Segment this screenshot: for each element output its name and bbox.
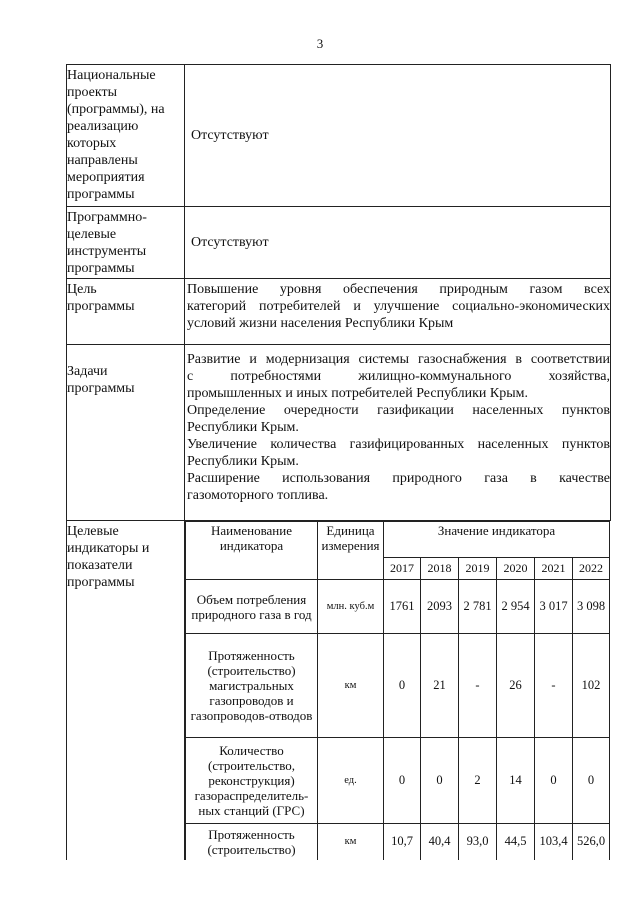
indicator-value: 2 781	[459, 580, 497, 634]
header-value: Значение индикатора	[384, 522, 610, 558]
task-line: Увеличение количества газифицированных населенных пунктов	[187, 437, 610, 452]
label-line: индикаторы и	[67, 541, 150, 556]
row-goal	[67, 279, 611, 345]
goal-line: Повышение уровня обеспечения природным газом всех	[187, 282, 610, 297]
label-goal	[67, 279, 185, 345]
indicators-table	[185, 521, 610, 860]
indicator-unit: км	[318, 824, 384, 860]
indicator-value: 103,4	[535, 824, 573, 860]
indicator-value: 0	[384, 738, 421, 824]
indicator-value: 0	[421, 738, 459, 824]
row-tasks	[67, 345, 611, 521]
label-tasks	[67, 345, 185, 521]
indicator-value: 40,4	[421, 824, 459, 860]
label-line: целевые	[67, 227, 117, 242]
indicator-value: 10,7	[384, 824, 421, 860]
indicator-row	[186, 634, 610, 738]
value-program-tools: Отсутствуют	[185, 207, 611, 279]
indicator-row	[186, 580, 610, 634]
row-program-tools	[67, 207, 611, 279]
label-line: реализацию	[67, 119, 139, 134]
value-national-projects: Отсутствуют	[185, 65, 611, 207]
label-national-projects	[67, 65, 185, 207]
label-line: Цель	[67, 282, 97, 297]
indicator-name: Протяженность (строительство)	[186, 824, 318, 860]
label-line: проекты	[67, 85, 118, 100]
label-line: программы	[67, 575, 135, 590]
label-line: которых	[67, 136, 117, 151]
task-line: с потребностями жилищно-коммунального хозяйства,	[187, 369, 610, 384]
goal-line: категорий потребителей и улучшение социально-экономических	[187, 299, 610, 314]
indicator-name: Объем потребления природного газа в год	[186, 580, 318, 634]
indicator-value: 102	[573, 634, 610, 738]
header-unit: Единица измерения	[318, 522, 384, 580]
indicator-value: 2 954	[497, 580, 535, 634]
label-line: направлены	[67, 153, 138, 168]
header-name: Наименование индикатора	[186, 522, 318, 580]
task-line: промышленных и иных потребителей Республики Крым.	[187, 386, 529, 401]
value-indicators	[185, 521, 611, 860]
indicator-unit: км	[318, 634, 384, 738]
label-line: Программно-	[67, 210, 147, 225]
task-line: газомоторного топлива.	[187, 488, 329, 503]
task-line: Республики Крым.	[187, 454, 299, 469]
year-cell: 2020	[497, 558, 535, 580]
label-line: инструменты	[67, 244, 147, 259]
year-cell: 2019	[459, 558, 497, 580]
indicator-value: 44,5	[497, 824, 535, 860]
indicator-value: 14	[497, 738, 535, 824]
task-line: Определение очередности газификации населенных пунктов	[187, 403, 610, 418]
label-line: Национальные	[67, 68, 156, 83]
indicator-value: -	[459, 634, 497, 738]
label-program-tools	[67, 207, 185, 279]
indicators-header-row	[186, 522, 610, 558]
year-cell: 2017	[384, 558, 421, 580]
indicator-value: 526,0	[573, 824, 610, 860]
label-line: показатели	[67, 558, 133, 573]
indicator-value: 3 017	[535, 580, 573, 634]
indicator-value: 0	[573, 738, 610, 824]
label-line: программы	[67, 381, 135, 396]
label-line: (программы), на	[67, 102, 165, 117]
label-line: программы	[67, 261, 135, 276]
goal-line: условий жизни населения Республики Крым	[187, 316, 454, 331]
indicator-value: 26	[497, 634, 535, 738]
value-goal	[185, 279, 611, 345]
year-cell: 2021	[535, 558, 573, 580]
label-line: программы	[67, 187, 135, 202]
task-line: Расширение использования природного газа в качестве	[187, 471, 610, 486]
indicator-value: 2	[459, 738, 497, 824]
value-tasks	[185, 345, 611, 521]
indicator-value: 93,0	[459, 824, 497, 860]
indicator-name: Протяженность (строительство) магистральных газопроводов и газопроводов-отводов	[186, 634, 318, 738]
label-line: программы	[67, 299, 135, 314]
label-line: Целевые	[67, 524, 119, 539]
indicator-value: -	[535, 634, 573, 738]
year-cell: 2018	[421, 558, 459, 580]
label-indicators	[67, 521, 185, 860]
indicator-value: 21	[421, 634, 459, 738]
task-line: Республики Крым.	[187, 420, 299, 435]
program-passport-table	[66, 64, 611, 860]
label-line: мероприятия	[67, 170, 145, 185]
indicator-row	[186, 738, 610, 824]
row-indicators	[67, 521, 611, 860]
indicator-value: 3 098	[573, 580, 610, 634]
indicator-unit: млн. куб.м	[318, 580, 384, 634]
page-number: 3	[316, 36, 324, 51]
indicator-name: Количество (строительство, реконструкция) газораспределитель-ных станций (ГРС)	[186, 738, 318, 824]
year-cell: 2022	[573, 558, 610, 580]
indicator-row	[186, 824, 610, 860]
indicator-value: 2093	[421, 580, 459, 634]
indicator-unit: ед.	[318, 738, 384, 824]
indicator-value: 0	[384, 634, 421, 738]
indicator-value: 1761	[384, 580, 421, 634]
task-line: Развитие и модернизация системы газоснабжения в соответствии	[187, 352, 610, 367]
indicator-value: 0	[535, 738, 573, 824]
row-national-projects	[67, 65, 611, 207]
label-line: Задачи	[67, 364, 108, 379]
